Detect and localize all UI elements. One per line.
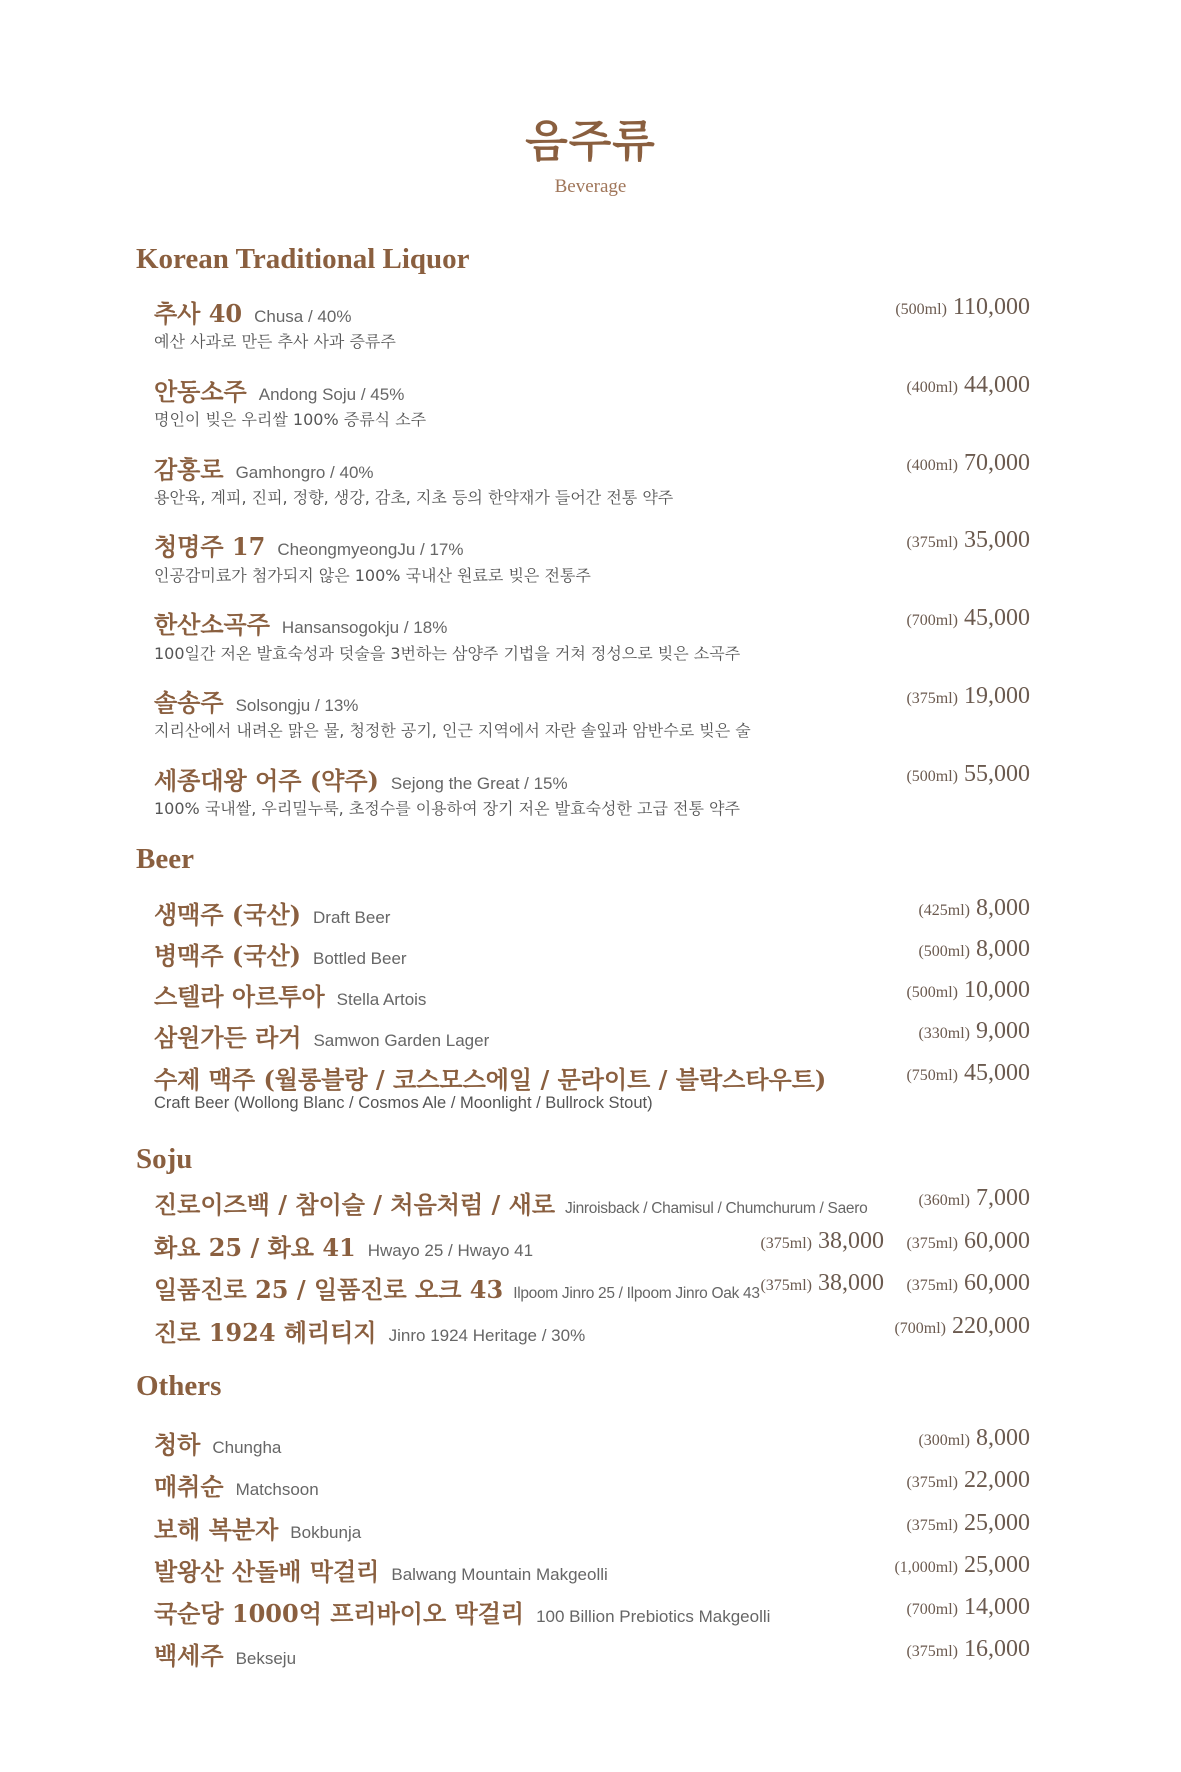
item-name: 병맥주 (국산) [154,941,301,970]
item-volume: (330ml) [918,1025,970,1042]
item-volume: (400ml) [906,379,958,396]
item-name-en: Gamhongro / 40% [235,463,374,482]
item-name-en: Jinro 1924 Heritage / 30% [388,1326,586,1345]
item-name: 안동소주 [154,377,247,406]
item-description: Craft Beer (Wollong Blanc / Cosmos Ale / Moonlight / Bullrock Stout) [154,1094,653,1112]
item-price: 45,000 [964,605,1030,631]
item-volume: (750ml) [906,1067,958,1084]
item-volume: (375ml) [760,1277,812,1294]
item-name-en: Solsongju / 13% [235,696,359,715]
menu-item [154,450,1030,490]
item-name-en: Bekseju [235,1649,297,1668]
menu-item [154,1636,1030,1676]
item-volume: (375ml) [906,1643,958,1660]
menu-item [154,605,1030,645]
menu-item [154,1228,1030,1268]
item-volume: (375ml) [906,1277,958,1294]
item-volume: (500ml) [918,943,970,960]
item-name: 화요 25 / 화요 41 [154,1233,356,1262]
item-volume: (400ml) [906,457,958,474]
section-title-soju: Soju [136,1143,193,1175]
menu-item [154,895,1030,935]
item-name-en: Hansansogokju / 18% [281,618,448,637]
item-volume: (375ml) [906,534,958,551]
item-name: 국순당 1000억 프리바이오 막걸리 [154,1599,525,1628]
item-volume: (700ml) [906,1601,958,1618]
item-name: 발왕산 산돌배 막걸리 [154,1557,380,1586]
item-name: 매취순 [154,1472,224,1501]
section-title-others: Others [136,1370,222,1402]
item-name: 백세주 [154,1641,224,1670]
menu-item [154,761,1030,801]
menu-item [154,527,1030,567]
item-volume: (700ml) [906,612,958,629]
item-price: 22,000 [964,1467,1030,1493]
menu-item [154,1185,1030,1225]
menu-item [154,936,1030,976]
item-name-en: CheongmyeongJu / 17% [277,540,464,559]
item-description: 용안육, 계피, 진피, 정향, 생강, 감초, 지초 등의 한약재가 들어간 전통 약주 [154,488,674,507]
item-name-en: Draft Beer [313,908,391,927]
menu-item [154,977,1030,1017]
item-price: 25,000 [964,1552,1030,1578]
section-title-beer: Beer [136,843,194,875]
item-price: 38,000 [818,1270,884,1296]
item-name: 한산소곡주 [154,610,270,639]
item-name: 감홍로 [154,455,224,484]
item-name: 진로 1924 헤리티지 [154,1318,377,1347]
item-price: 9,000 [976,1018,1030,1044]
item-price: 7,000 [976,1185,1030,1211]
item-price: 8,000 [976,936,1030,962]
item-volume: (375ml) [760,1235,812,1252]
item-name-en: Samwon Garden Lager [313,1031,490,1050]
page-title: 음주류 [525,116,656,167]
menu-item [154,372,1030,412]
item-price: 19,000 [964,683,1030,709]
item-name: 청하 [154,1430,201,1459]
item-name-en: Jinroisback / Chamisul / Chumchurum / Saero [565,1200,868,1217]
menu-item [154,1552,1030,1592]
section-title-korean-liquor: Korean Traditional Liquor [136,243,470,275]
item-description: 명인이 빚은 우리쌀 100% 증류식 소주 [154,410,427,429]
item-price: 60,000 [964,1228,1030,1254]
item-name-en: Andong Soju / 45% [258,385,405,404]
page-subtitle: Beverage [554,176,627,197]
item-volume: (375ml) [906,690,958,707]
item-name: 진로이즈백 / 참이슬 / 처음처럼 / 새로 [154,1190,556,1219]
item-name-en: Chungha [212,1438,282,1457]
menu-item [154,683,1030,723]
menu-item [154,294,1030,334]
item-volume: (375ml) [906,1474,958,1491]
item-price: 38,000 [818,1228,884,1254]
item-price: 14,000 [964,1594,1030,1620]
item-name: 일품진로 25 / 일품진로 오크 43 [154,1275,504,1304]
item-description: 지리산에서 내려온 맑은 물, 청정한 공기, 인근 지역에서 자란 솔잎과 암반수로 빚은 술 [154,721,751,740]
item-name-en: Hwayo 25 / Hwayo 41 [367,1241,534,1260]
item-name-en: Chusa / 40% [254,307,352,326]
item-name: 솔송주 [154,688,224,717]
item-price: 70,000 [964,450,1030,476]
item-price: 44,000 [964,372,1030,398]
menu-item [154,1594,1030,1634]
item-volume: (500ml) [906,768,958,785]
item-volume: (500ml) [906,984,958,1001]
item-name-en: Ilpoom Jinro 25 / Ilpoom Jinro Oak 43 [513,1285,760,1302]
item-volume: (1,000ml) [894,1559,958,1576]
item-price: 60,000 [964,1270,1030,1296]
menu-item [154,1510,1030,1550]
menu-item [154,1018,1030,1058]
item-name: 청명주 17 [154,532,266,561]
item-name-en: Sejong the Great / 15% [390,774,568,793]
item-name-en: Bokbunja [290,1523,362,1542]
item-price: 220,000 [952,1313,1030,1339]
item-name-en: Matchsoon [235,1480,319,1499]
item-price: 8,000 [976,895,1030,921]
item-name: 세종대왕 어주 (약주) [154,766,379,795]
item-price: 25,000 [964,1510,1030,1536]
item-price: 8,000 [976,1425,1030,1451]
item-volume: (300ml) [918,1432,970,1449]
item-name: 보해 복분자 [154,1515,279,1544]
item-volume: (425ml) [918,902,970,919]
item-name-en: Balwang Mountain Makgeolli [391,1565,608,1584]
item-name-en: Stella Artois [336,990,427,1009]
item-price: 45,000 [964,1060,1030,1086]
menu-item [154,1313,1030,1353]
item-volume: (500ml) [895,301,947,318]
item-price: 16,000 [964,1636,1030,1662]
item-name: 수제 맥주 (월롱블랑 / 코스모스에일 / 문라이트 / 블락스타우트) [154,1065,827,1094]
item-volume: (360ml) [918,1192,970,1209]
menu-item [154,1270,1030,1310]
item-price: 55,000 [964,761,1030,787]
item-name: 추사 40 [154,299,243,328]
menu-item [154,1425,1030,1465]
item-description: 예산 사과로 만든 추사 사과 증류주 [154,332,396,351]
item-name-en: Bottled Beer [313,949,407,968]
item-volume: (375ml) [906,1517,958,1534]
item-description: 인공감미료가 첨가되지 않은 100% 국내산 원료로 빚은 전통주 [154,566,591,585]
item-name: 삼원가든 라거 [154,1023,302,1052]
item-description: 100일간 저온 발효숙성과 덧술을 3번하는 삼양주 기법을 거쳐 정성으로 빚은 소곡주 [154,644,741,663]
item-name: 생맥주 (국산) [154,900,301,929]
item-description: 100% 국내쌀, 우리밀누룩, 초정수를 이용하여 장기 저온 발효숙성한 고급 전통 약주 [154,799,740,818]
item-volume: (375ml) [906,1235,958,1252]
item-name-en: 100 Billion Prebiotics Makgeolli [536,1607,771,1626]
item-name: 스텔라 아르투아 [154,982,325,1011]
item-volume: (700ml) [894,1320,946,1337]
menu-item [154,1467,1030,1507]
item-price: 110,000 [952,294,1030,320]
item-price: 10,000 [964,977,1030,1003]
item-price: 35,000 [964,527,1030,553]
